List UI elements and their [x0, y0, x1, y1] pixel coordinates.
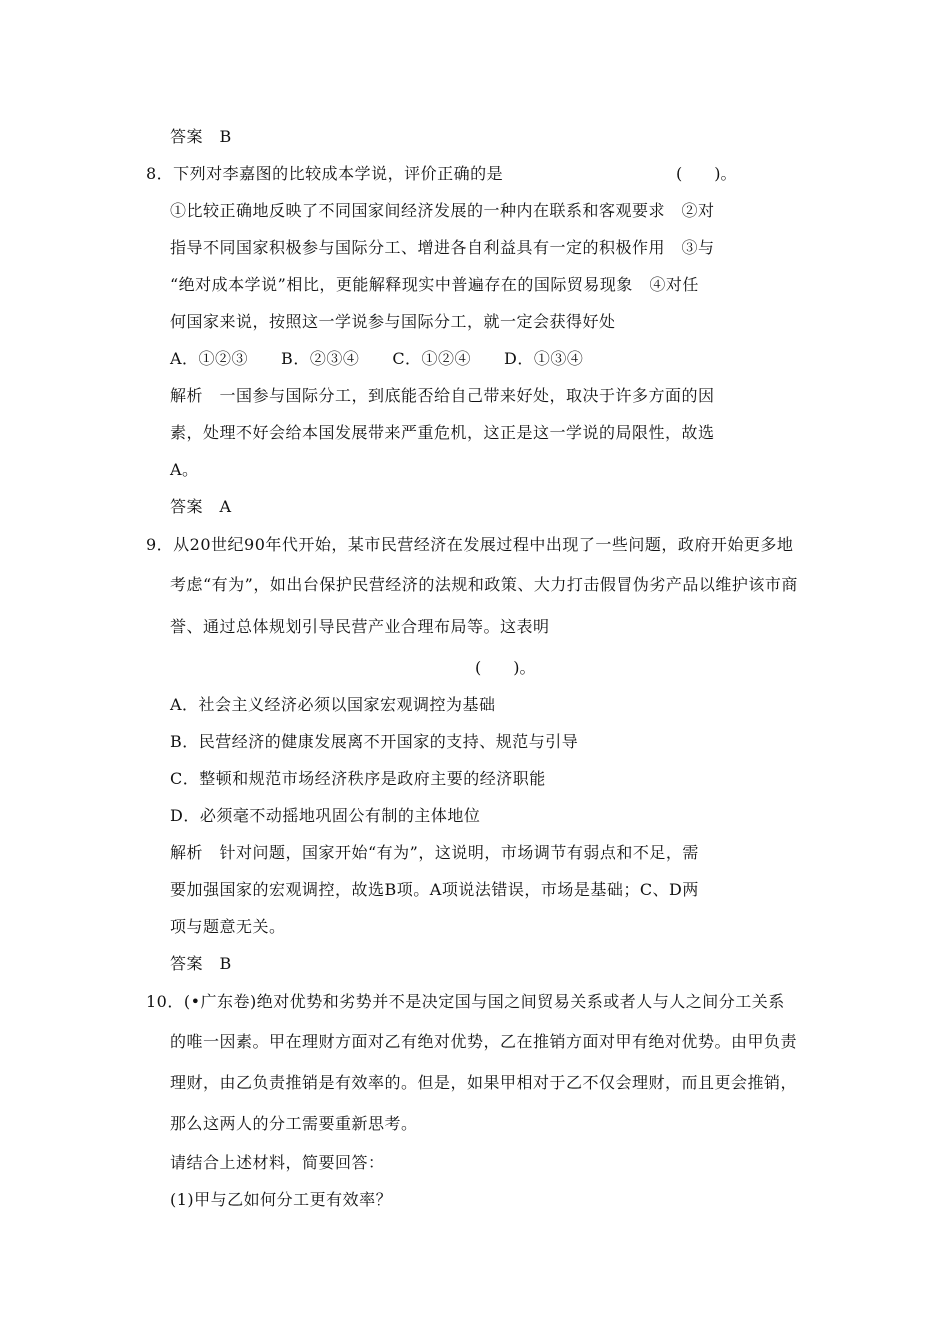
q7-answer: 答案 B: [170, 127, 232, 146]
q10-stem-line: 10．(•广东卷)绝对优势和劣势并不是决定国与国之间贸易关系或者人与人之间分工关系: [146, 992, 785, 1011]
q9-option-c: C．整顿和规范市场经济秩序是政府主要的经济职能: [170, 769, 546, 788]
q9-answer-paren: ( )。: [475, 658, 536, 677]
q8-answer-paren: ( )。: [676, 164, 737, 183]
q8-options: A．①②③ B．②③④ C．①②④ D．①③④: [170, 349, 584, 368]
q9-option-b: B．民营经济的健康发展离不开国家的支持、规范与引导: [170, 732, 579, 751]
q8-body-line: ①比较正确地反映了不同国家间经济发展的一种内在联系和客观要求 ②对: [170, 201, 715, 220]
q10-stem-line: 理财，由乙负责推销是有效率的。但是，如果甲相对于乙不仅会理财，而且更会推销，: [170, 1073, 798, 1092]
q9-answer: 答案 B: [170, 954, 232, 973]
q8-analysis-line: 素，处理不好会给本国发展带来严重危机，这正是这一学说的局限性，故选: [170, 423, 715, 442]
q8-analysis-line: 解析 一国参与国际分工，到底能否给自己带来好处，取决于许多方面的因: [170, 386, 715, 405]
q8-body-line: “绝对成本学说”相比，更能解释现实中普遍存在的国际贸易现象 ④对任: [170, 275, 699, 294]
q8-body-line: 何国家来说，按照这一学说参与国际分工，就一定会获得好处: [170, 312, 616, 331]
q10-prompt: 请结合上述材料，简要回答：: [170, 1153, 385, 1172]
q9-option-a: A．社会主义经济必须以国家宏观调控为基础: [170, 695, 496, 714]
q10-stem-line: 那么这两人的分工需要重新思考。: [170, 1114, 418, 1133]
q9-analysis-line: 项与题意无关。: [170, 917, 286, 936]
q10-stem-line: 的唯一因素。甲在理财方面对乙有绝对优势，乙在推销方面对甲有绝对优势。由甲负责: [170, 1032, 798, 1051]
q9-stem-line: 考虑“有为”，如出台保护民营经济的法规和政策、大力打击假冒伪劣产品以维护该市商: [170, 575, 798, 594]
q9-option-d: D．必须毫不动摇地巩固公有制的主体地位: [170, 806, 481, 825]
q9-stem-line: 誉、通过总体规划引导民营产业合理布局等。这表明: [170, 617, 550, 636]
q8-stem: 8．下列对李嘉图的比较成本学说，评价正确的是: [146, 164, 504, 183]
q8-answer: 答案 A: [170, 497, 232, 516]
q9-analysis-line: 要加强国家的宏观调控，故选B项。A项说法错误，市场是基础；C、D两: [170, 880, 699, 899]
q9-analysis-line: 解析 针对问题，国家开始“有为”，这说明，市场调节有弱点和不足，需: [170, 843, 699, 862]
q9-stem-line: 9．从20世纪90年代开始，某市民营经济在发展过程中出现了一些问题，政府开始更多地: [146, 535, 794, 554]
q10-subquestion-1: (1)甲与乙如何分工更有效率？: [170, 1190, 393, 1209]
q8-analysis-line: A。: [170, 460, 199, 479]
q8-body-line: 指导不同国家积极参与国际分工、增进各自利益具有一定的积极作用 ③与: [170, 238, 715, 257]
